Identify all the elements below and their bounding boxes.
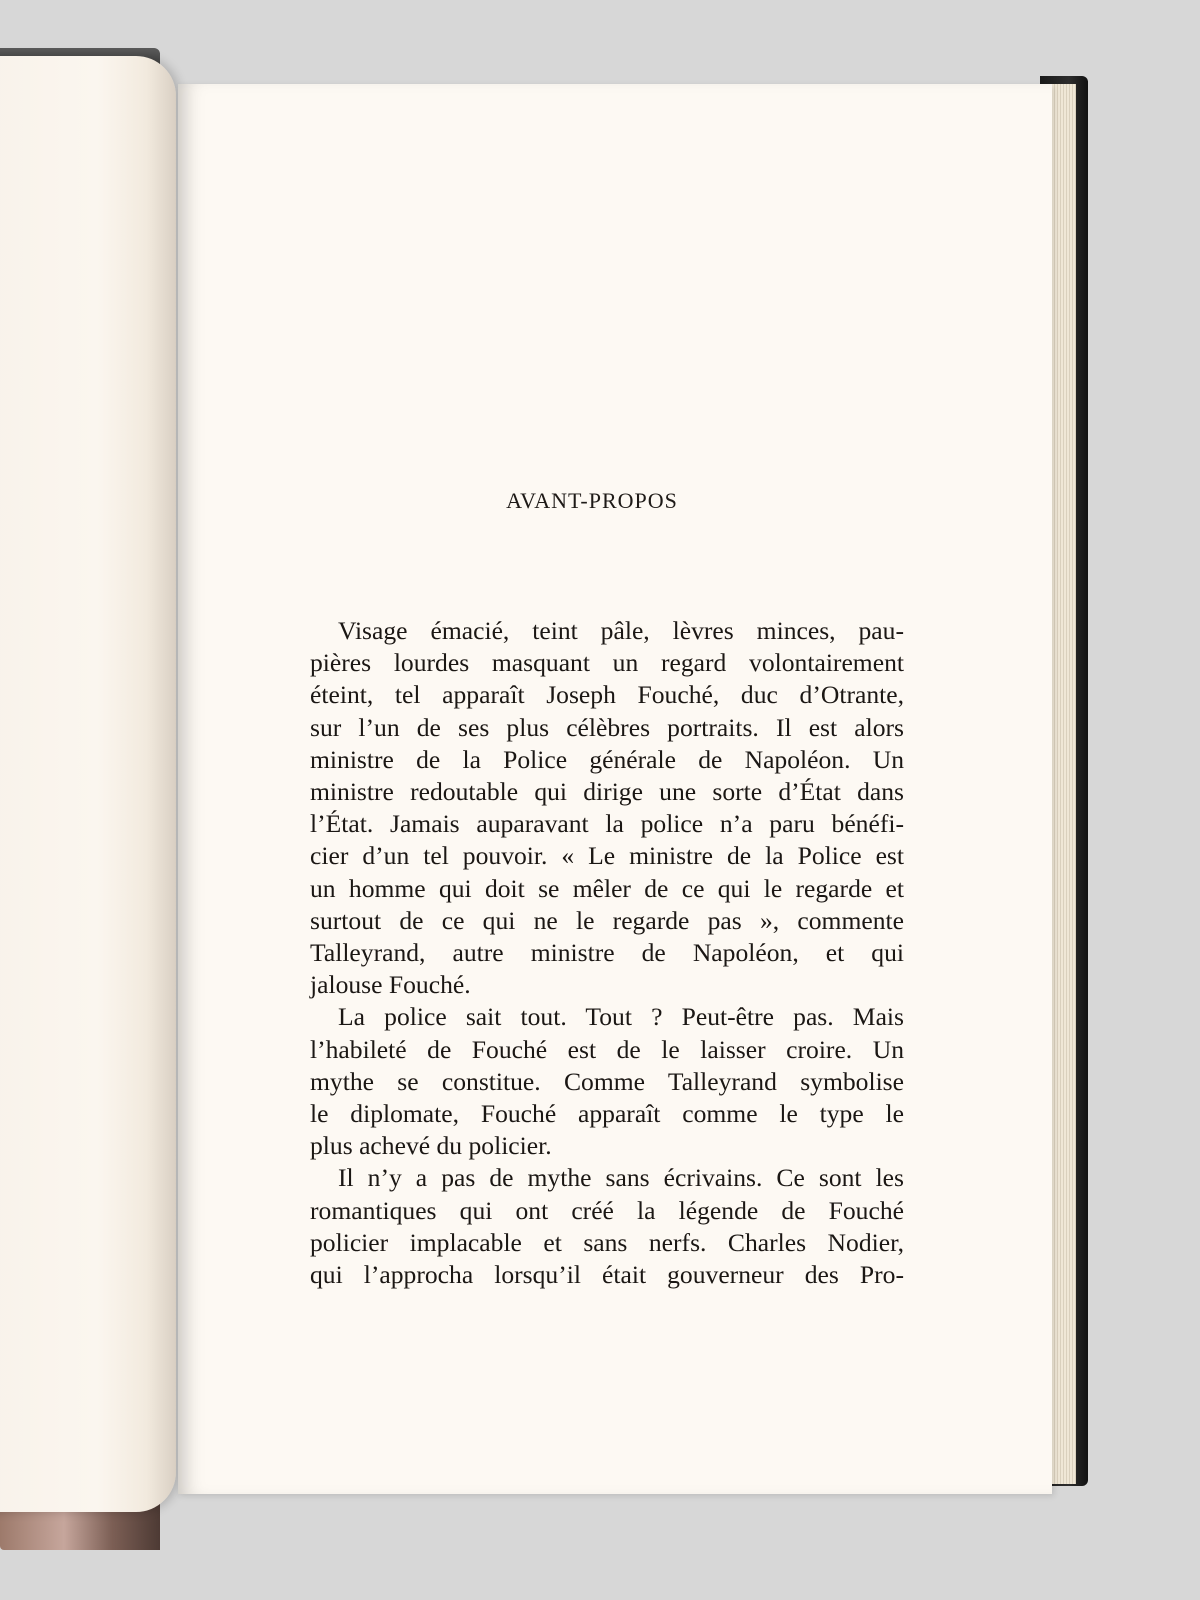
left-page	[0, 56, 176, 1512]
text-line: pières lourdes masquant un regard volontairement	[310, 648, 904, 678]
text-line: Talleyrand, autre ministre de Napoléon, et qui	[310, 938, 904, 968]
page-stack-edge	[1052, 84, 1076, 1484]
paragraph-2	[282, 1001, 904, 1162]
left-page-show-through	[0, 296, 130, 374]
text-line: qui l’approcha lorsqu’il était gouverneur des Pro-	[310, 1260, 904, 1290]
text-line: ministre de la Police générale de Napoléon. Un	[310, 744, 904, 774]
text-line: La police sait tout. Tout ? Peut-être pas. Mais	[338, 1002, 904, 1032]
paragraph-1	[282, 615, 904, 1001]
text-line: romantiques qui ont créé la légende de Fouché	[310, 1195, 904, 1225]
chapter-heading: AVANT-PROPOS	[506, 488, 678, 513]
text-line: policier implacable et sans nerfs. Charles Nodier,	[310, 1227, 904, 1257]
right-page	[178, 84, 1052, 1494]
text-line: cier d’un tel pouvoir. « Le ministre de la Police est	[310, 841, 904, 871]
paragraph-3	[282, 1162, 904, 1291]
text-line: surtout de ce qui ne le regarde pas », commente	[310, 905, 904, 935]
text-line: Visage émacié, teint pâle, lèvres minces, pau-	[338, 616, 904, 645]
text-line: plus achevé du policier.	[310, 1131, 552, 1161]
body-text	[282, 615, 904, 1291]
text-line: sur l’un de ses plus célèbres portraits. Il est alors	[310, 712, 904, 742]
text-line: le diplomate, Fouché apparaît comme le type le	[310, 1099, 904, 1129]
text-line: ministre redoutable qui dirige une sorte d’État dans	[310, 777, 904, 807]
text-line: un homme qui doit se mêler de ce qui le regarde et	[310, 873, 904, 903]
text-line: Il n’y a pas de mythe sans écrivains. Ce sont les	[338, 1163, 904, 1193]
text-line: éteint, tel apparaît Joseph Fouché, duc d’Otrante,	[310, 680, 904, 710]
text-line: mythe se constitue. Comme Talleyrand symbolise	[310, 1066, 904, 1096]
text-line: l’État. Jamais auparavant la police n’a paru bénéfi-	[310, 809, 904, 839]
text-line: l’habileté de Fouché est de le laisser croire. Un	[310, 1034, 904, 1064]
text-line: jalouse Fouché.	[310, 970, 471, 1000]
